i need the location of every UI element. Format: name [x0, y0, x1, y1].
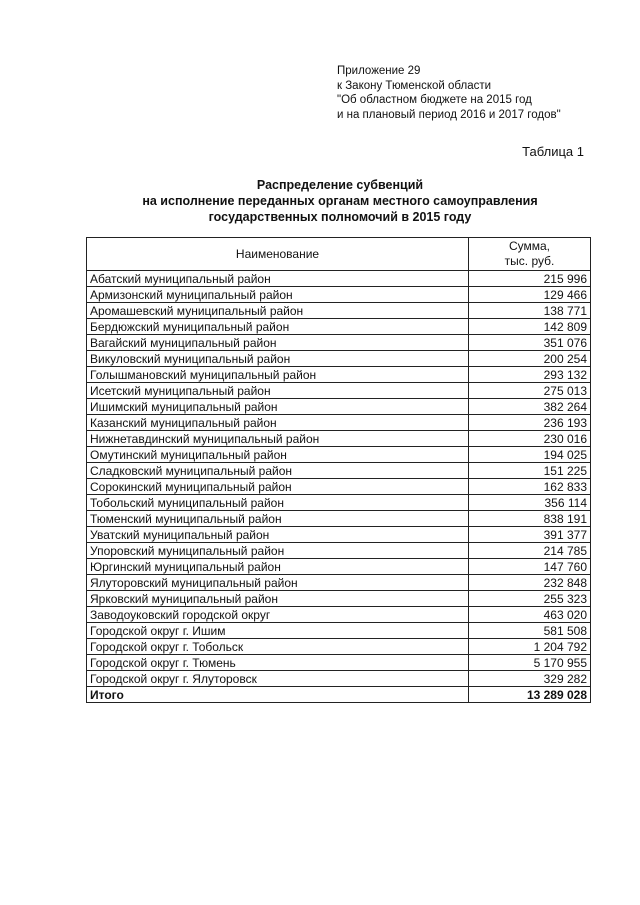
table-header-row [87, 238, 591, 271]
row-sum: 293 132 [469, 367, 591, 383]
table-row [87, 271, 591, 287]
appendix-line: "Об областном бюджете на 2015 год [337, 94, 532, 106]
row-name: Городской округ г. Ялуторовск [87, 671, 469, 687]
table-row [87, 575, 591, 591]
table-row [87, 335, 591, 351]
table-row [87, 543, 591, 559]
row-name: Тюменский муниципальный район [87, 511, 469, 527]
row-sum: 5 170 955 [469, 655, 591, 671]
row-name: Ишимский муниципальный район [87, 399, 469, 415]
row-name: Аромашевский муниципальный район [87, 303, 469, 319]
appendix-line: и на плановый период 2016 и 2017 годов" [337, 108, 561, 121]
row-sum: 194 025 [469, 447, 591, 463]
header-sum [469, 238, 591, 271]
header-sum-line1: Сумма, [508, 239, 551, 253]
table-row [87, 623, 591, 639]
row-name: Городской округ г. Тобольск [87, 639, 469, 655]
table-row [87, 495, 591, 511]
table-row [87, 447, 591, 463]
row-name: Сладковский муниципальный район [87, 463, 469, 479]
table-row [87, 655, 591, 671]
total-label: Итого [87, 687, 469, 703]
table-row [87, 639, 591, 655]
row-sum: 581 508 [469, 623, 591, 639]
table-row [87, 511, 591, 527]
table-row [87, 303, 591, 319]
table-row [87, 351, 591, 367]
table-row [87, 287, 591, 303]
table-row [87, 383, 591, 399]
row-name: Сорокинский муниципальный район [87, 479, 469, 495]
row-sum: 838 191 [469, 511, 591, 527]
row-sum: 275 013 [469, 383, 591, 399]
row-name: Юргинский муниципальный район [87, 559, 469, 575]
row-name: Уватский муниципальный район [87, 527, 469, 543]
table-row [87, 319, 591, 335]
table-row [87, 399, 591, 415]
row-name: Ярковский муниципальный район [87, 591, 469, 607]
row-sum: 151 225 [469, 463, 591, 479]
table-row [87, 367, 591, 383]
table-row [87, 559, 591, 575]
title-line: государственных полномочий в 2015 году [208, 210, 472, 224]
row-name: Вагайский муниципальный район [87, 335, 469, 351]
row-sum: 232 848 [469, 575, 591, 591]
row-sum: 214 785 [469, 543, 591, 559]
row-name: Городской округ г. Ишим [87, 623, 469, 639]
row-sum: 215 996 [469, 271, 591, 287]
total-row [87, 687, 591, 703]
table-row [87, 607, 591, 623]
subventions-table [86, 237, 591, 703]
row-sum: 463 020 [469, 607, 591, 623]
row-sum: 147 760 [469, 559, 591, 575]
appendix-note [337, 64, 561, 122]
row-sum: 382 264 [469, 399, 591, 415]
total-sum: 13 289 028 [469, 687, 591, 703]
row-name: Тобольский муниципальный район [87, 495, 469, 511]
row-name: Нижнетавдинский муниципальный район [87, 431, 469, 447]
row-sum: 351 076 [469, 335, 591, 351]
header-name: Наименование [87, 238, 469, 271]
row-sum: 356 114 [469, 495, 591, 511]
row-sum: 230 016 [469, 431, 591, 447]
row-sum: 236 193 [469, 415, 591, 431]
row-sum: 329 282 [469, 671, 591, 687]
appendix-line: к Закону Тюменской области [337, 79, 492, 92]
row-name: Ялуторовский муниципальный район [87, 575, 469, 591]
header-sum-line2: тыс. руб. [504, 254, 555, 268]
row-name: Голышмановский муниципальный район [87, 367, 469, 383]
row-sum: 1 204 792 [469, 639, 591, 655]
row-sum: 142 809 [469, 319, 591, 335]
row-sum: 138 771 [469, 303, 591, 319]
table-row [87, 591, 591, 607]
row-sum: 391 377 [469, 527, 591, 543]
table-label: Таблица 1 [522, 144, 584, 159]
row-sum: 129 466 [469, 287, 591, 303]
row-sum: 162 833 [469, 479, 591, 495]
table-row [87, 671, 591, 687]
title-line: на исполнение переданных органам местного самоуправления [142, 194, 538, 208]
table-row [87, 479, 591, 495]
row-sum: 200 254 [469, 351, 591, 367]
row-name: Абатский муниципальный район [87, 271, 469, 287]
row-name: Заводоуковский городской округ [87, 607, 469, 623]
row-name: Упоровский муниципальный район [87, 543, 469, 559]
title-line: Распределение субвенций [256, 178, 424, 192]
table-row [87, 415, 591, 431]
row-name: Городской округ г. Тюмень [87, 655, 469, 671]
row-sum: 255 323 [469, 591, 591, 607]
row-name: Исетский муниципальный район [87, 383, 469, 399]
row-name: Казанский муниципальный район [87, 415, 469, 431]
appendix-line: Приложение 29 [337, 65, 421, 77]
row-name: Бердюжский муниципальный район [87, 319, 469, 335]
row-name: Омутинский муниципальный район [87, 447, 469, 463]
row-name: Викуловский муниципальный район [87, 351, 469, 367]
table-row [87, 527, 591, 543]
table-row [87, 431, 591, 447]
table-row [87, 463, 591, 479]
row-name: Армизонский муниципальный район [87, 287, 469, 303]
document-title [0, 177, 640, 225]
